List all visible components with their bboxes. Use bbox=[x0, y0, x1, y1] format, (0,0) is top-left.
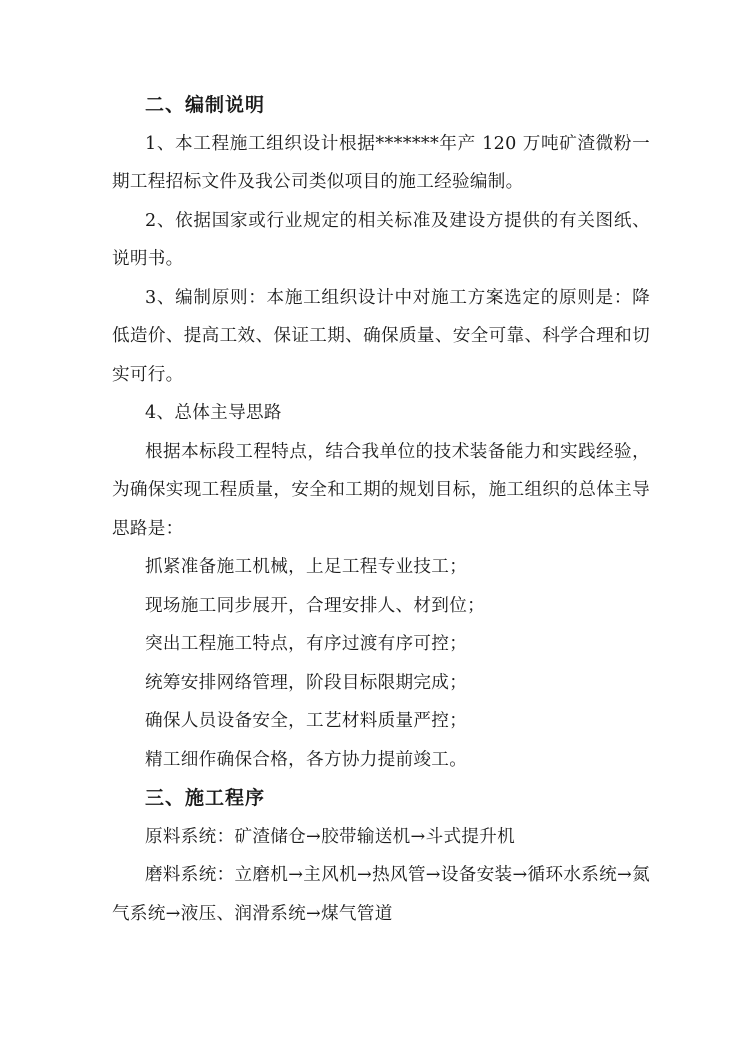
paragraph-overall-approach-intro: 根据本标段工程特点，结合我单位的技术装备能力和实践经验，为确保实现工程质量，安全和工期的规划目标，施工组织的总体主导思路是： bbox=[112, 441, 650, 539]
paragraph-approach-item-5: 确保人员设备安全，工艺材料质量严控； bbox=[145, 711, 468, 731]
paragraph-approach-item-4: 统筹安排网络管理，阶段目标限期完成； bbox=[145, 672, 468, 693]
section-heading-compilation-notes: 二、编制说明 bbox=[145, 94, 266, 116]
paragraph-raw-material-system: 原料系统：矿渣储仓→胶带输送机→斗式提升机 bbox=[145, 826, 516, 847]
paragraph-approach-item-3: 突出工程施工特点，有序过渡有序可控； bbox=[145, 634, 468, 654]
paragraph-approach-item-6: 精工细作确保合格，各方协力提前竣工。 bbox=[145, 749, 468, 770]
paragraph-basis-1: 1、本工程施工组织设计根据*******年产 120 万吨矿渣微粉一期工程招标文件及我公司类似项目的施工经验编制。 bbox=[112, 133, 650, 192]
paragraph-grinding-system: 磨料系统：立磨机→主风机→热风管→设备安装→循环水系统→氮气系统→液压、润滑系统→煤气管道 bbox=[112, 865, 650, 924]
paragraph-approach-item-2: 现场施工同步展开，合理安排人、材到位； bbox=[145, 595, 485, 616]
paragraph-overall-approach-title: 4、总体主导思路 bbox=[145, 403, 282, 423]
paragraph-approach-item-1: 抓紧准备施工机械，上足工程专业技工； bbox=[145, 557, 468, 577]
paragraph-basis-2: 2、依据国家或行业规定的相关标准及建设方提供的有关图纸、说明书。 bbox=[112, 210, 650, 269]
paragraph-principles: 3、编制原则：本施工组织设计中对施工方案选定的原则是：降低造价、提高工效、保证工期、确保质量、安全可靠、科学合理和切实可行。 bbox=[112, 287, 650, 385]
section-heading-construction-sequence: 三、施工程序 bbox=[145, 787, 266, 809]
document-content bbox=[112, 86, 650, 933]
